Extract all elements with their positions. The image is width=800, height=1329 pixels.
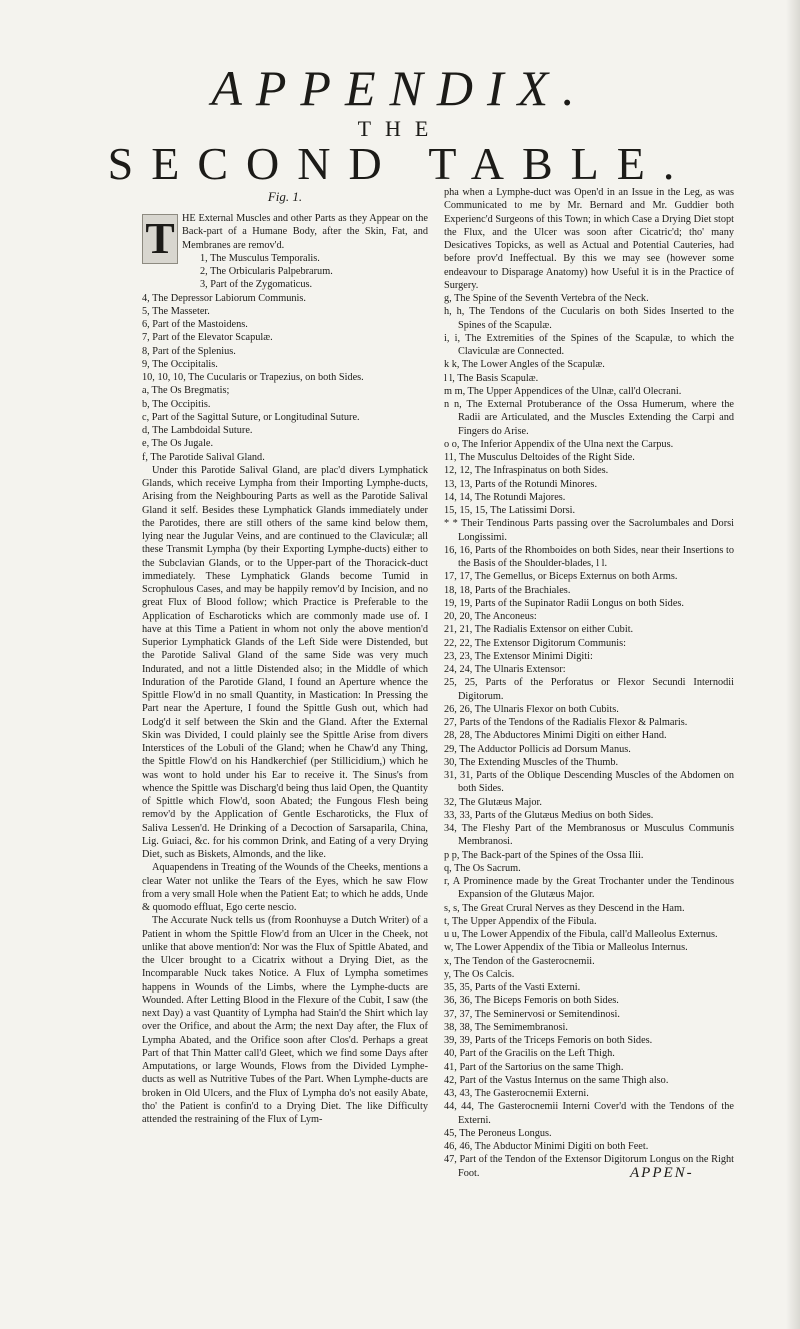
legend-item: * * Their Tendinous Parts passing over the Sacrolumbales and Dorsi Longissimi. xyxy=(444,518,734,543)
legend-item: 25, 25, Parts of the Perforatus or Flexor Secundi Internodii Digitorum. xyxy=(444,677,734,702)
legend-item: i, i, The Extremities of the Spines of the Scapulæ, to which the Claviculæ are Connected. xyxy=(444,332,734,357)
legend-item: 33, 33, Parts of the Glutæus Medius on both Sides. xyxy=(444,809,654,821)
legend-item: 7, Part of the Elevator Scapulæ. xyxy=(142,332,273,344)
legend-item: b, The Occipitis. xyxy=(142,398,211,410)
legend-item: 35, 35, Parts of the Vasti Externi. xyxy=(444,982,581,993)
legend-item: 15, 15, 15, The Latissimi Dorsi. xyxy=(444,505,576,516)
drop-cap: T xyxy=(142,214,178,264)
legend-item: 19, 19, Parts of the Supinator Radii Longus on both Sides. xyxy=(444,597,684,609)
legend-item: 1, The Musculus Temporalis. xyxy=(200,252,320,264)
second-table-heading: SECOND TABLE. xyxy=(107,138,693,189)
legend-item: 47, Part of the Tendon of the Extensor Digitorum Longus on the Right Foot. xyxy=(444,1154,734,1179)
legend-item: k k, The Lower Angles of the Scapulæ. xyxy=(444,359,605,371)
legend-item: 43, 43, The Gasterocnemii Externi. xyxy=(444,1088,589,1099)
legend-item: 21, 21, The Radialis Extensor on either Cubit. xyxy=(444,624,634,636)
legend-item: l l, The Basis Scapulæ. xyxy=(444,372,539,384)
legend-item: o o, The Inferior Appendix of the Ulna next the Carpus. xyxy=(444,438,674,450)
legend-item: 6, Part of the Mastoidens. xyxy=(142,319,248,330)
legend-item: 44, 44, The Gasterocnemii Interni Cover'd with the Tendons of the Externi. xyxy=(444,1101,734,1126)
legend-item: 30, The Extending Muscles of the Thumb. xyxy=(444,756,619,768)
legend-item: 38, 38, The Semimembranosi. xyxy=(444,1021,568,1033)
left-column xyxy=(142,182,428,1126)
legend-item: w, The Lower Appendix of the Tibia or Malleolus Internus. xyxy=(444,942,688,954)
legend-item: 12, 12, The Infraspinatus on both Sides. xyxy=(444,465,609,477)
legend-item: e, The Os Jugale. xyxy=(142,438,214,450)
legend-item: 9, The Occipitalis. xyxy=(142,358,218,370)
legend-item: y, The Os Calcis. xyxy=(444,968,515,980)
legend-item: 13, 13, Parts of the Rotundi Minores. xyxy=(444,478,598,490)
legend-item: f, The Parotide Salival Gland. xyxy=(142,451,265,463)
legend-item: 14, 14, The Rotundi Majores. xyxy=(444,491,566,503)
legend-item: a, The Os Bregmatis; xyxy=(142,385,230,397)
legend-item: 17, 17, The Gemellus, or Biceps Externus on both Arms. xyxy=(444,571,678,583)
legend-item: 46, 46, The Abductor Minimi Digiti on both Feet. xyxy=(444,1141,649,1152)
legend-item: 39, 39, Parts of the Triceps Femoris on both Sides. xyxy=(444,1035,653,1046)
legend-item: 8, Part of the Splenius. xyxy=(142,345,236,357)
legend-item: n n, The External Protuberance of the Ossa Humerum, where the Radii are Articulated, and the Muscles Extending the Carpi and Fingers do Arise. xyxy=(444,399,734,437)
legend-item: 2, The Orbicularis Palpebrarum. xyxy=(200,266,333,277)
legend-item: 34, The Fleshy Part of the Membranosus or Musculus Communis Membranosi. xyxy=(444,823,734,848)
page-edge xyxy=(786,0,800,1329)
legend-item: d, The Lambdoidal Suture. xyxy=(142,425,253,436)
intro-text: HE External Muscles and other Parts as they Appear on the Back-part of a Humane Body, after the Skin, Fat, and Membranes are remov'd. xyxy=(182,213,428,251)
legend-item: 23, 23, The Extensor Minimi Digiti: xyxy=(444,650,593,662)
legend-item: 20, 20, The Anconeus: xyxy=(444,611,537,622)
legend-item: 37, 37, The Seminervosi or Semitendinosi. xyxy=(444,1008,620,1020)
legend-item: 41, Part of the Sartorius on the same Thigh. xyxy=(444,1061,624,1073)
continued-paragraph: pha when a Lymphe-duct was Open'd in an Issue in the Leg, as was Communicated to me by Mr. Bernard and Mr. Guddier both Experienc'd Surgeons of this Town; in which Case a Drying Diet stopt the Flux, and the Ulcer was soon after Cicatric'd; tho' many Desicatives Topicks, as well as Actual and Potential Cauteries, had before prov'd Ineffectual. By this we may see (however some endeavour to Disparage Anatomy) how Useful it is in the Practice of Surgery. xyxy=(444,187,734,291)
right-column xyxy=(444,186,734,1180)
legend-item: m m, The Upper Appendices of the Ulnæ, call'd Olecrani. xyxy=(444,385,682,397)
the-heading: THE xyxy=(357,116,443,141)
legend-item: 32, The Glutæus Major. xyxy=(444,796,542,808)
legend-item: 42, Part of the Vastus Internus on the same Thigh also. xyxy=(444,1074,669,1086)
legend-item: 3, Part of the Zygomaticus. xyxy=(200,279,313,291)
legend-item: t, The Upper Appendix of the Fibula. xyxy=(444,915,597,927)
body-paragraph: Aquapendens in Treating of the Wounds of the Cheeks, mentions a clear Water not unlike the Tears of the Eyes, which he saw Flow from a very small Hole when the Patient Eat; to which he adds, Unde & quomodo effluat, Ego certe nescio. xyxy=(142,862,428,913)
legend-item: 26, 26, The Ulnaris Flexor on both Cubits. xyxy=(444,703,619,715)
legend-item: 27, Parts of the Tendons of the Radialis Flexor & Palmaris. xyxy=(444,717,688,728)
legend-item: 40, Part of the Gracilis on the Left Thigh. xyxy=(444,1048,615,1060)
appendix-heading: APPENDIX. xyxy=(211,60,589,116)
legend-item: 29, The Adductor Pollicis ad Dorsum Manus. xyxy=(444,743,631,755)
legend-item: 24, 24, The Ulnaris Extensor: xyxy=(444,664,566,675)
body-paragraph: The Accurate Nuck tells us (from Roonhuyse a Dutch Writer) of a Patient in whom the Spittle Flow'd from an Ulcer in the Cheek, not unlike that above mention'd: Nor was the Flux of Spittle Abated, and the Ulcer brought to a Cicatrix without a Drying Diet, as the Incomparable Nuck takes Notice. A Flux of Lympha sometimes happens in Wounds of the Limbs, where the Lymphe-ducts are Wounded. After Letting Blood in the Flexure of the Cubit, I saw (the next Day) a vast Quantity of Lympha had Stain'd the Shirt which lay over the Orifice, and about the Arm; the next Day after, the Flux of Lympha Abated, and the Orifice soon after Clos'd. Perhaps a great Part of that Thin Matter call'd Gleet, which we find some Days after Amputations, or large Wounds, Flows from the Divided Lymphe-ducts as well as Nutritive Tubes of the Part. When Lymphe-ducts are broken in Old Ulcers, and the Flux of Lympha do's not easily Abate, tho' the Patient is confin'd to a Drying Diet. The like Difficulty attended the restraining of the Flux of Lym- xyxy=(142,915,428,1125)
legend-item: 36, 36, The Biceps Femoris on both Sides. xyxy=(444,995,619,1007)
legend-item: 10, 10, 10, The Cucularis or Trapezius, on both Sides. xyxy=(142,372,364,383)
legend-item: 16, 16, Parts of the Rhomboides on both Sides, near their Insertions to the Basis of the Shoulder-blades, l l. xyxy=(444,544,734,569)
figure-label: Fig. 1. xyxy=(267,189,303,204)
legend-item: 22, 22, The Extensor Digitorum Communis: xyxy=(444,637,627,649)
legend-item: 31, 31, Parts of the Oblique Descending Muscles of the Abdomen on both Sides. xyxy=(444,770,734,795)
legend-item: 28, 28, The Abductores Minimi Digiti on either Hand. xyxy=(444,730,667,742)
legend-item: 45, The Peroneus Longus. xyxy=(444,1127,552,1139)
left-legend-list xyxy=(142,252,428,464)
legend-item: s, s, The Great Crural Nerves as they Descend in the Ham. xyxy=(444,902,685,914)
right-legend-list xyxy=(444,292,734,1180)
legend-item: c, Part of the Sagittal Suture, or Longitudinal Suture. xyxy=(142,411,360,423)
legend-item: p p, The Back-part of the Spines of the Ossa Ilii. xyxy=(444,849,644,861)
legend-item: 18, 18, Parts of the Brachiales. xyxy=(444,584,571,596)
catchword: APPEN- xyxy=(630,1165,694,1181)
legend-item: 4, The Depressor Labiorum Communis. xyxy=(142,292,306,304)
legend-item: r, A Prominence made by the Great Trochanter under the Tendinous Expansion of the Glutæus Major. xyxy=(444,876,734,901)
legend-item: x, The Tendon of the Gasterocnemii. xyxy=(444,955,595,967)
legend-item: 5, The Masseter. xyxy=(142,305,210,317)
legend-item: u u, The Lower Appendix of the Fibula, call'd Malleolus Externus. xyxy=(444,929,718,940)
legend-item: q, The Os Sacrum. xyxy=(444,862,521,874)
body-paragraph: Under this Parotide Salival Gland, are plac'd divers Lymphatick Glands, which receive Lympha from their Importing Lymphe-ducts, Arising from the Neighbouring Parts as well as the Parotide Salival Gland it self. Besides these Lymphatick Glands immediately under the Parotides, there are still others of the same kind below them, lying near the Jugular Veins, and are continued to the Claviculæ; all these Transmit Lympha (by their Exporting Lymphe-ducts) either to the Subclavian Glands, or to the Upper-part of the Thoracick-duct immediately. These Lymphatick Glands become Tumid in Scrophulous Cases, and may be happily remov'd by Incision, and no great Flux of Blood follow; which Practice is Preferable to the Application of Escharoticks which are commonly made use of. I have at this Time a Patient in whom not only the above mention'd Superior Lymphatick Glands of the Left Side were Distended, but the Parotide Salival Gland of the same Side was very much Indurated, and not a little Distended also; in the Middle of which Induration of the Parotide Gland, I found an Aperture whence the Spittle Flow'd in no small Quantity, in Mastication: In Pressing the Part near the Aperture, I found the Spittle Gush out, which had Lodg'd it self between the Skin and the Gland. After the External Skin was Divided, I could plainly see the Spittle Arise from divers Interstices of the Lobuli of the Gland; when he Chaw'd any Thing, the Spittle Flow'd on his Handkerchief (per Stillicidium,) which he was wont to hold under his Ear to receive it. The Sinus's from whence the Spittle was Discharg'd being thus laid Open, the Quantity of Spittle which Flow'd, soon Abated; the Fungous Flesh being remov'd by the Application of Gentle Escharoticks, the Flux of Saliva Lessen'd. He Drinking of a Decoction of Sarsaparila, China, Lig. Guiaci, &c. for his common Drink, and Eating of a very Drying Diet, such as Biskets, Almonds, and the like. xyxy=(142,464,428,860)
legend-item: 11, The Musculus Deltoides of the Right Side. xyxy=(444,452,635,463)
legend-item: h, h, The Tendons of the Cucularis on both Sides Inserted to the Spines of the Scapulæ. xyxy=(444,306,734,331)
legend-item: g, The Spine of the Seventh Vertebra of the Neck. xyxy=(444,293,649,304)
